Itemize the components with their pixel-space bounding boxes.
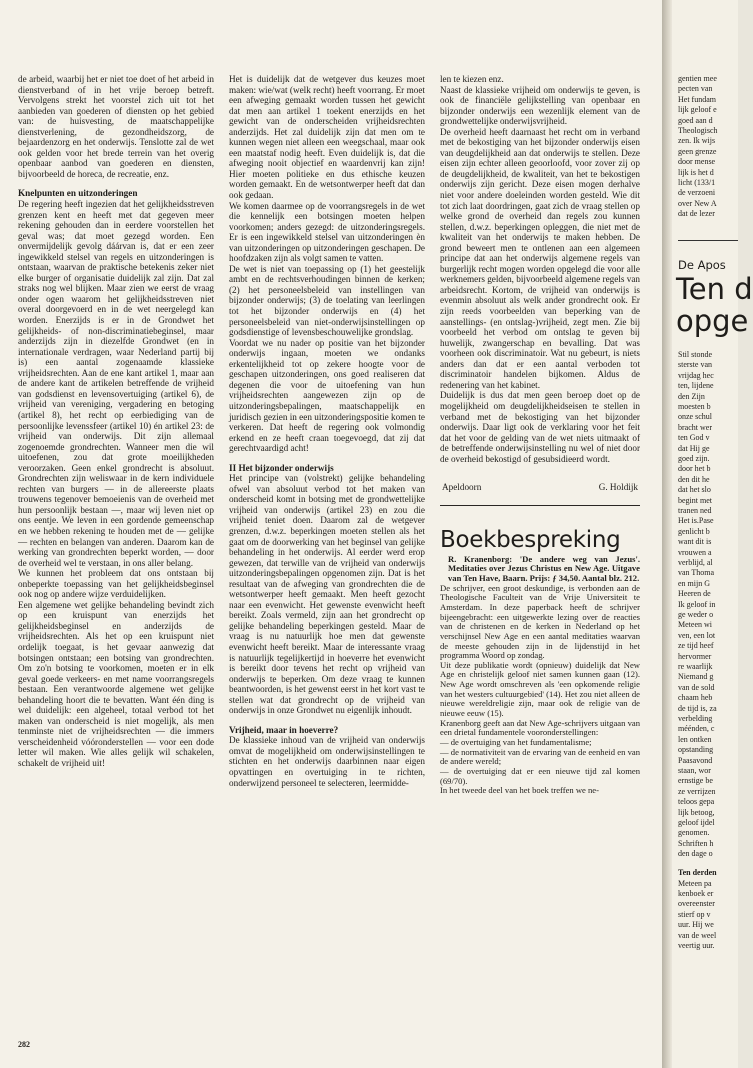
text-line: verblijd, al <box>678 558 713 567</box>
text-line: hervormer <box>678 651 712 661</box>
paragraph: Kranenborg geeft aan dat New Age-schrijvers uitgaan van een drietal fundamentele vooronderstellingen: <box>440 717 640 738</box>
text-line: zen. Ik wijs <box>678 136 716 146</box>
paragraph: We kunnen het probleem dat ons ontstaan bij onbeperkte toepassing van het gelijkheidsbeginsel ook nog op andere wijze verduidelijken. <box>18 568 214 600</box>
right-page-kicker: De Apos <box>678 258 726 272</box>
text-line: Meteen wi <box>678 620 712 630</box>
signature-author: G. Holdijk <box>598 482 638 493</box>
text-line: ten God v <box>678 433 710 443</box>
text-line: Meteen pa <box>678 878 712 888</box>
text-line: Stil stonde <box>678 350 713 359</box>
text-line: en mijn G <box>678 578 710 588</box>
text-line: ge weder o <box>678 610 714 619</box>
text-line: teloos gepa <box>678 797 715 807</box>
paragraph: Duidelijk is dus dat men geen beroep doet op de mogelijkheid om deugdelijkheidseisen te stellen in verband met de bekostiging van het bijzonder onderwijs. Daar ligt ook de verklaring voor het feit dat het voor de gelding van de wet niets uitmaakt of de betreffende onderwijsinstelling nu wel of niet door de overheid bekostigd of gesubsidieerd wordt. <box>440 390 640 464</box>
paragraph: Voordat we nu nader op positie van het bijzonder onderwijs ingaan, moeten we ondanks erkentelijkheid tot op zekere hoogte voor de geschapen uitzonderingen, ons goed realiseren dat degenen die voor de uitoefening van hun vrijheidsrechten aangewezen zijn op de uitzonderingsbepalingen, maatschappelijk en juridisch gezien in een uitzonderingspositie komen te verkeren. Dat heeft de regering ook volmondig erkend en ze heeft craan toegevoegd, dat zij dat gerechtvaardigd acht! <box>229 337 425 454</box>
text-line: kenboek er <box>678 889 714 898</box>
text-line: dat de lezer <box>678 209 715 219</box>
review-body <box>440 584 640 796</box>
paragraph: de arbeid, waarbij het er niet toe doet of het arbeid in dienstverband of in het vrije beroep betreft. Vervolgens strekt het voorstel zich uit tot het aanbieden van goederen of diensten op het gebied van: de huisvesting, de maatschappelijke dienstverlening, de gezondheidszorg, de bejaardenzorg en het onderwijs. Tenslotte zal de wet ook gelden voor het brede terrein van het overig openbaar aanbod van goederen en diensten, bijvoorbeeld de horeca, de recreatie, enz. <box>18 74 214 179</box>
paragraph: De regering heeft ingezien dat het gelijkheidsstreven grenzen kent en heeft met dat gegeven meer rekening gehouden dan in eerdere voorstellen het geval was; dat moet gezegd worden. Een onvermijdelijk gevolg dáárvan is, dat er een zeer ingewikkeld stelsel van regels en uitzonderingen is ontstaan, waarvan de praktische betekenis zeker niet elke burger of organisatie duidelijk zal zijn. Dat zal straks nog wel blijken. Maar zien we eerst de vraag onder ogen waarom het gelijkheidsstreven niet overal doorgevoerd en in de wet neergelegd kan worden. Enerzijds is er in de Grondwet het gelijkheids- of non-discriminatiebeginsel, maar anderzijds zijn in diezelfde Grondwet (en in internationale verdragen, waar Nederland partij bij is) een aantal zogenaamde klassieke vrijheidsrechten. Aan de ene kant artikel 1, maar aan de andere kant de artikelen betreffende de vrijheid van godsdienst en levensovertuiging (artikel 6), de vrijheid van vereniging, vergadering en betoging (artikel 8), het recht op eerbiediging van de persoonlijke levenssfeer (artikel 10) én artikel 23: de vrijheid van onderwijs. Dit zijn allemaal zogenoemde grondrechten. Wanneer men die wil uitoefenen, zou dat grote moeilijkheden veroorzaken. Geen enkel grondrecht is absoluut. Grondrechten zijn weliswaar in de kern individuele rechten van burgers — in de allereerste plaats trouwens tegenover bemoeienis van de overheid met hun persoonlijk bestaan —, maar wij leven niet op ons eentje. We leven in een gordende gemeenschap en we hebben rekening te houden met de — gelijke — rechten en belangen van anderen. Daarom kan de werking van grondrechten beperkt worden, — door de overheid wel te verstaan, in ons aller belang. <box>18 199 214 568</box>
text-line: opstanding <box>678 745 714 755</box>
text-line: vrijdag hec <box>678 370 714 380</box>
text-line: van Thoma <box>678 568 715 578</box>
paragraph: De overheid heeft daarnaast het recht om in verband met de bekostiging van het bijzonder onderwijs eisen van deugdelijkheid aan dat onderwijs te stellen. Deze eisen zijn echter alleen geoorloofd, voor zover zij op de deugdelijkheid, de kwaliteit, van het te bekostigen onderwijs zijn gericht. Deze eisen mogen derhalve niet voor andere doeleinden worden gesteld. Wie dit tot zich laat doordringen, gaat zich de vraag stellen op welke grond de overheid dan regels zou kunnen stellen, d.w.z. beperkingen opleggen, die niet met de kwaliteit van het onderwijs te maken hebben. De grond beweert men te ontlenen aan een algemeen principe dat aan het onderwijs algemene regels van burgerlijk recht mogen worden opgelegd die voor alle werknemers gelden, bijvoorbeeld algemene regels van arbeidsrecht. Kortom, de vrijheid van onderwijs is evenmin absoluut als welk ander grondrecht ook. Er zijn reeds voorbeelden van beperking van de aanstellings- (en ontslag-)vrijheid, zegt men. Zie bij voorbeeld het verbod om ontslag te geven bij huwelijk, zwangerschap en bevalling. Dat was voorheen ook discriminatoir. Wat nu gebeurt, is niets anders dan dat er een aantal verboden tot discriminatoir handelen bijkomen. Aldus de redenering van het kabinet. <box>440 126 641 390</box>
paragraph: De schrijver, een groot deskundige, is verbonden aan de Theologische Faculteit van de Vrije Universiteit te Amsterdam. In deze paperback heeft de schrijver bijeengebracht: een uitgewerkte lezing over de reacties van de christenen en de kerken in Nederland op het verschijnsel New Age en een aantal meditaties waarvan de meeste gehouden zijn in de lijdenstijd in het programma Woord op zondag. <box>440 582 640 661</box>
text-line: goed aan d <box>678 115 713 125</box>
text-line: ze verrijzen <box>678 786 716 796</box>
paragraph: len te kiezen enz. <box>440 74 504 84</box>
text-line: want dit is <box>678 537 712 547</box>
text-line: re waarlijk <box>678 662 713 671</box>
text-line: Het is.Pase <box>678 516 714 526</box>
text-line: ten, lijdene <box>678 381 714 391</box>
book-gutter <box>662 0 672 1068</box>
section-heading: Vrijheid, maar in hoeverre? <box>229 724 339 735</box>
text-line: Theologisch <box>678 126 718 135</box>
paragraph: Naast de klassieke vrijheid om onderwijs te geven, is ook de financiële gelijkstelling van openbaar en bijzonder onderwijs een wezenlijk element van de grondwettelijke onderwijsvrijheid. <box>440 84 640 127</box>
book-details: R. Kranenborg: 'De andere weg van Jezus'. Meditaties over Jezus Christus en New Age. Uitgave van Ten Have, Baarn. Prijs: ƒ 34,50. Aantal blz. 212. <box>448 553 640 583</box>
text-line: ze tijd heef <box>678 641 714 651</box>
text-line: de tijd is, za <box>678 703 717 713</box>
paragraph: We komen daarmee op de voorrangsregels in de wet die kennelijk een botsingen moeten helpen voorkomen; anders gezegd: de uitzonderingsregels. Er is een ingewikkeld stelsel van uitzonderingen èn van uitzonderingen op uitzonderingen geschapen. De hoofdzaken zijn als volgt samen te vatten. <box>229 200 425 264</box>
text-line: veertig uur. <box>678 941 715 950</box>
text-line: pecten van <box>678 84 713 94</box>
text-line: tranen ned <box>678 506 712 515</box>
text-line: verbelding <box>678 714 713 723</box>
paragraph: In het tweede deel van het boek treffen we ne- <box>440 785 599 796</box>
text-line: lijk geloof e <box>678 105 717 115</box>
article-signature <box>440 482 640 506</box>
text-line: lijk is het d <box>678 167 714 177</box>
text-line: moesten b <box>678 402 711 411</box>
right-page-edge <box>672 0 753 1068</box>
text-line: Heeren de <box>678 589 711 599</box>
text-line: de verzoeni <box>678 188 716 198</box>
list-item: — de overtuiging dat er een nieuwe tijd zal komen (69/70). <box>440 766 640 786</box>
text-line: chaam heb <box>678 693 713 703</box>
text-line: bracht wer <box>678 422 712 432</box>
text-line: genomen. <box>678 828 710 838</box>
text-line: Niemand g <box>678 672 714 682</box>
list-item: — de overtuiging van het fundamentalisme; <box>440 737 592 748</box>
text-line: dat Hij ge <box>678 443 710 453</box>
paragraph: Uit deze publikatie wordt (opnieuw) duidelijk dat New Age en christelijk geloof niet samen kunnen gaan (12). New Age wordt omschreven als 'een opkomende religie van het westers cultuurgebied' (14). Het zou niet alleen de nieuwe wereldreligie zijn, maar ook de religie van de nieuwe eeuw (15). <box>440 659 640 719</box>
paragraph: De klassieke inhoud van de vrijheid van onderwijs omvat de mogelijkheid om onderwijsinstellingen te stichten en het onderwijs daarbinnen naar eigen opvattingen en overtuiging in te richten, onderwijzend personeel te selecteren, leermidde- <box>229 735 425 788</box>
text-line: geloof ijdel <box>678 818 715 827</box>
text-line: genlicht b <box>678 526 710 536</box>
text-line: vrouwen a <box>678 547 712 557</box>
text-line: geen grenze <box>678 146 717 156</box>
paragraph: Een algemene wet gelijke behandeling bevindt zich op een kruispunt van enerzijds het gelijkheidsbeginsel en anderzijds de vrijheidsrechten. Als het op een kruispunt niet ordelijk toegaat, is het gevaar aanwezig dat botsingen ontstaan; een botsing van grondrechten. Om zo'n botsing te voorkomen, moeten er in elk geval goede verkeers- en met name voorrangsregels bestaan. Een verantwoorde algemene wet gelijke behandeling hoort die te bevatten. Want één ding is wel duidelijk: een algeheel, totaal verbod tot het maken van onderscheid is niet mogelijk, als men tenminste niet de vrijheidsrechten — die immers verscheidenheid vóóronderstellen — voor een dode letter wil maken. Wie alles gelijk wil schakelen, schakelt de vrijheid uit! <box>18 599 214 768</box>
text-line: den dit he <box>678 474 710 484</box>
text-line: den Zijn <box>678 391 705 401</box>
paragraph: De wet is niet van toepassing op (1) het geestelijk ambt en de rechtsverhoudingen binnen de kerken; (2) het personeelsbeleid van instellingen van bijzonder onderwijs; (3) de toelating van leerlingen tot het bijzonder onderwijs en (4) het personeelsbeleid van niet-onderwijsinstellingen op godsdienstige of levensbeschouwelijke grondslag. <box>229 263 425 338</box>
column-1 <box>18 74 214 1034</box>
text-line: dat het slo <box>678 485 711 495</box>
text-line: staan, wor <box>678 766 711 775</box>
text-line: ven, een lot <box>678 630 716 640</box>
text-line: door het b <box>678 464 711 474</box>
signature-place: Apeldoorn <box>442 482 482 493</box>
text-line: van de weel <box>678 930 717 940</box>
text-line: over New A <box>678 198 717 208</box>
text-line: licht (133/1 <box>678 178 716 187</box>
text-line: van de sold <box>678 682 715 692</box>
text-line: door mense <box>678 157 716 167</box>
text-line: onze schul <box>678 412 712 422</box>
text-line: stierf op v <box>678 909 711 919</box>
text-line: lijk betoog, <box>678 807 715 817</box>
column-2 <box>229 74 425 1034</box>
column-3 <box>440 74 640 1034</box>
review-section-title: Boekbespreking <box>440 526 621 553</box>
list-item: — de normativiteit van de ervaring van de eenheid en van de andere wereld; <box>440 746 640 767</box>
text-line: begint met <box>678 495 712 505</box>
right-page-headline <box>676 273 753 337</box>
right-page-subheading: Ten derden <box>678 867 717 877</box>
text-line: goed zijn. <box>678 454 710 463</box>
text-line: Paasavond <box>678 755 713 765</box>
text-line: sterste van <box>678 360 712 370</box>
headline-line: Ten d <box>676 272 753 306</box>
paragraph: Het principe van (volstrekt) gelijke behandeling ofwel van absoluut verbod tot het maken van onderscheid komt in botsing met de grondwettelijke vrijheid van onderwijs (artikel 23) en zou die vrijheid teniet doen. Daarom zal de wetgever grenzen, d.w.z. beperkingen moeten stellen als het gaat om de doorwerking van het beginsel van gelijke behandeling in het onderwijs. Al eerder werd erop gewezen, dat terwille van de vrijheid van onderwijs uitzonderingsbepalingen opgenomen zijn. Dat is het resultaat van de afweging van grondrechten die de wetsontwerper heeft gemaakt. Men heeft gezocht naar een evenwicht. Het gewenste evenwicht heeft bereikt. Zoals vermeld, zijn aan het grondrecht op gelijke behandeling beperkingen gesteld. Maar de vraag is nu natuurlijk hoe men dat gewenste evenwicht heeft bereikt. Maar de interessante vraag is natuurlijk tegelijkertijd in hoeverre het evenwicht is bereikt door tevens het recht op vrijheid van onderwijs te beperken. Om deze vraag te kunnen beantwoorden, is het gewenst eerst in het kort vast te stellen wat dat grondrecht op de vrijheid van onderwijs in onze Grondwet nu eigenlijk inhoudt. <box>229 473 425 716</box>
text-line: Ik geloof in <box>678 599 716 609</box>
page-number: 282 <box>18 1040 30 1049</box>
text-line: ernstige be <box>678 776 713 786</box>
text-line: overeenster <box>678 899 715 909</box>
text-line: uur. Hij we <box>678 920 714 930</box>
paragraph: Het is duidelijk dat de wetgever dus keuzes moet maken: wie/wat (welk recht) heeft voorrang. Er moet een afweging gemaakt worden tussen het gewicht dat men aan artikel 1 toekent enerzijds en het gewicht van de onderscheiden vrijheidsrechten anderzijds. Het zal duidelijk zijn dat men om te kunnen wegen niet alleen een weegschaal, maar ook een maatstaf nodig heeft. Even duidelijk is, dat die afweging nooit objectief en waardenvrij kan zijn! Hier moeten politieke en dus ethische keuzen worden gemaakt. En de wetsontwerper heeft dat dan ook gedaan. <box>229 74 425 201</box>
divider <box>678 240 738 241</box>
text-line: len ontken <box>678 734 712 744</box>
text-line: Schriften h <box>678 838 714 848</box>
text-line: Het fundam <box>678 94 716 104</box>
text-line: méénden, c <box>678 724 715 734</box>
section-heading: Knelpunten en uitzonderingen <box>18 188 138 199</box>
section-heading: II Het bijzonder onderwijs <box>229 462 334 473</box>
text-line: den dage o <box>678 849 713 859</box>
headline-line: opge <box>676 304 749 338</box>
text-line: gentien mee <box>678 74 717 83</box>
